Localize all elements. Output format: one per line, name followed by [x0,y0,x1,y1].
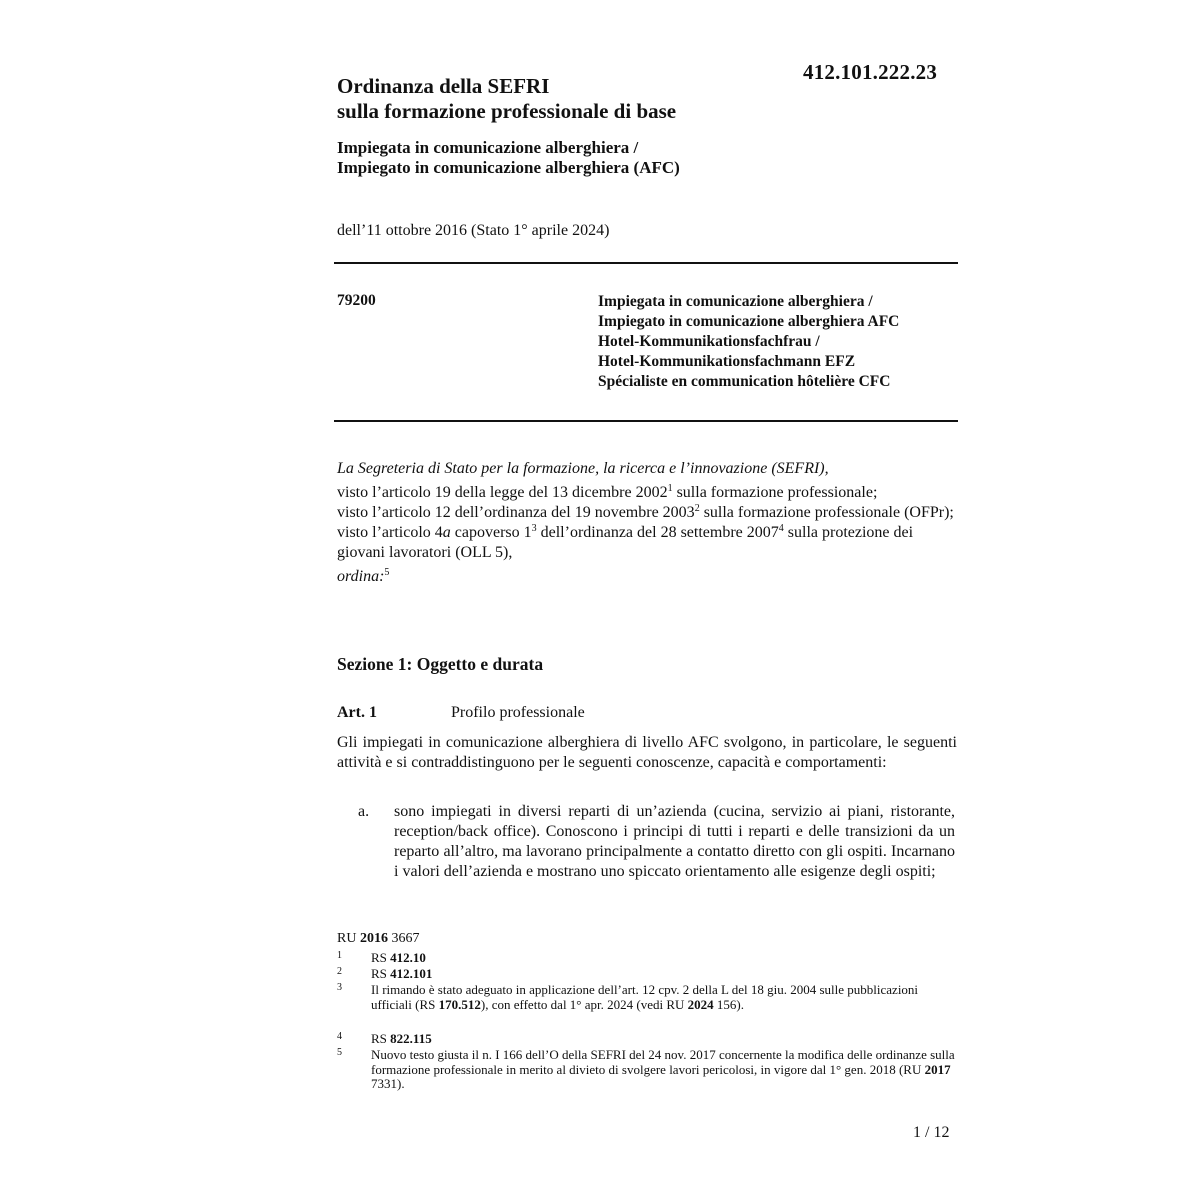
footnote-number: 3 [337,982,342,993]
footnote-text: RS 822.115 [371,1031,432,1046]
list-item-text: sono impiegati in diversi reparti di un’azienda (cucina, servizio ai piani, ristorante, reception/back office). Conoscono i principi di tutti i reparti e delle transizioni da un reparto all’altro, ma lavorano principalmente a contatto diretto con gli ospiti. Incarnano i valori dell’azienda e mostrano uno spiccato orientamento alle esigenze degli ospiti; [394,803,955,880]
subtitle-line-1: Impiegata in comunicazione alberghiera / [337,138,639,157]
footnote-number: 1 [337,950,342,961]
article-title: Profilo professionale [451,704,585,721]
footnote-text: Il rimando è stato adeguato in applicazione dell’art. 12 cpv. 2 della L del 18 giu. 2004 sulle pubblicazioni ufficiali (RS 170.512), con effetto dal 1° apr. 2024 (vedi RU 2024 156). [371,982,919,1012]
footnote-ref[interactable]: 4 [778,523,784,534]
profession-code: 79200 [337,292,376,309]
profession-name: Hotel-Kommunikationsfachmann EFZ [598,353,856,370]
document-title [337,74,676,124]
footnote-ref[interactable]: 5 [384,567,390,578]
sr-number: 412.101.222.23 [803,60,938,84]
profession-name: Impiegato in comunicazione alberghiera AFC [598,313,900,330]
footnote-text: RS 412.101 [371,966,433,981]
preamble [337,459,962,587]
footnote-ref[interactable]: 2 [694,503,700,514]
profession-name: Impiegata in comunicazione alberghiera / [598,293,873,310]
preamble-authority: La Segreteria di Stato per la formazione, la ricerca e l’innovazione (SEFRI), [337,460,829,477]
top-divider [334,262,958,264]
footnote-number: 4 [337,1031,342,1042]
document-date: dell’11 ottobre 2016 (Stato 1° aprile 2024) [337,222,610,239]
footnote-ref[interactable]: 3 [531,523,537,534]
article-intro: Gli impiegati in comunicazione alberghiera di livello AFC svolgono, in particolare, le seguenti attività e si contraddistinguono per le seguenti conoscenze, capacità e comportamenti: [337,734,957,771]
list-item-letter: a. [358,803,370,820]
footnote-text: Nuovo testo giusta il n. I 166 dell’O della SEFRI del 24 nov. 2017 concernente la modifica delle ordinanze sulla formazione professionale in merito al divieto di svolgere lavori pericolosi, in vigore dal 1° gen. 2018 (RU 2017 7331). [371,1047,955,1091]
profession-name: Spécialiste en communication hôtelière CFC [598,373,891,390]
article-number: Art. 1 [337,704,377,721]
page-number: 1 / 12 [913,1124,950,1141]
subtitle-line-2: Impiegato in comunicazione alberghiera (AFC) [337,158,680,177]
preamble-ordina: ordina:$^5$ [337,567,390,585]
footnote-number: 2 [337,966,342,977]
profession-names [598,292,899,392]
section-heading: Sezione 1: Oggetto e durata [337,654,544,674]
footnote-text: RS 412.10 [371,950,426,965]
title-line-1: Ordinanza della SEFRI [337,74,550,98]
profession-name: Hotel-Kommunikationsfachfrau / [598,333,820,350]
document-subtitle [337,138,680,178]
article-heading [337,704,585,722]
bottom-divider [334,420,958,422]
title-line-2: sulla formazione professionale di base [337,99,677,123]
preamble-legal-basis: visto l’articolo 19 della legge del 13 dicembre 2002$^1$ sulla formazione professionale; visto l’articolo 12 dell’ordinanza del 19 novembre 2003$^2$ sulla formazione professionale (OFPr); visto l’articolo 4a capoverso 1$^3$ dell’ordinanza del 28 settembre 2007$^4$ sulla protezione dei giovani lavoratori (OLL 5), [337,483,954,561]
ru-reference: RU 2016 3667 [337,931,420,946]
footnote-number: 5 [337,1047,342,1058]
footnote-ref[interactable]: 1 [667,483,673,494]
